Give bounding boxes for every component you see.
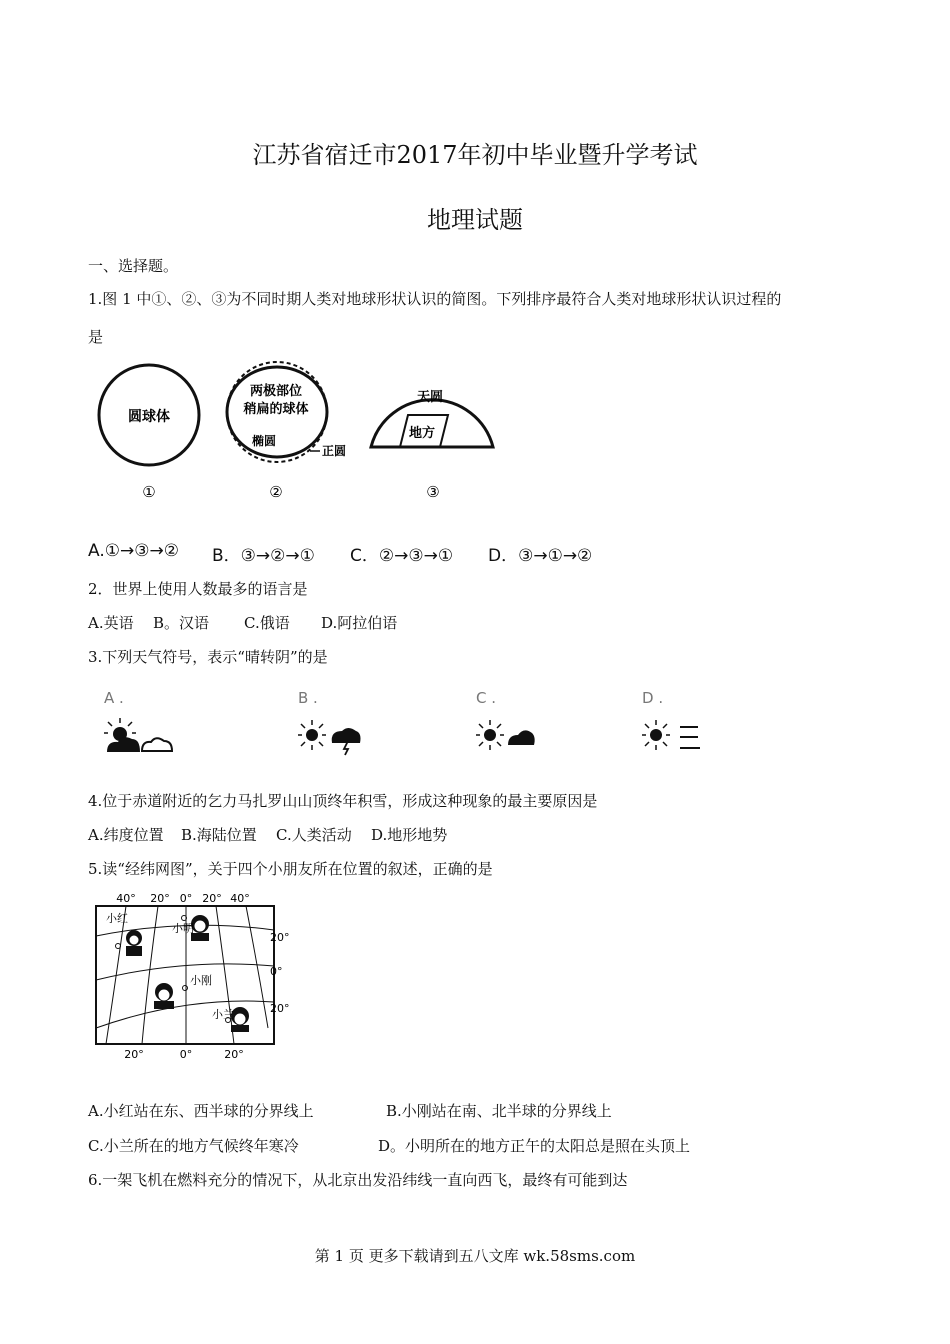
kid-ming-label: 小明 bbox=[172, 922, 194, 935]
sunny-to-cloudy-icon bbox=[476, 717, 556, 757]
q4-option-b[interactable]: B.海陆位置 bbox=[181, 826, 257, 844]
bottom-label-2: 0° bbox=[179, 1048, 193, 1061]
bottom-label-1: 20° bbox=[124, 1048, 144, 1061]
top-label-1: 40° bbox=[116, 892, 136, 905]
d3-number: ③ bbox=[426, 483, 440, 501]
partly-cloudy-to-cloudy-icon bbox=[104, 717, 184, 757]
right-label-3: 20° bbox=[270, 1002, 290, 1015]
section-heading: 一、选择题。 bbox=[88, 257, 179, 275]
q4-option-d[interactable]: D.地形地势 bbox=[371, 826, 448, 844]
q1-stem-line2: 是 bbox=[88, 328, 104, 346]
q2-option-d[interactable]: D.阿拉伯语 bbox=[321, 614, 398, 632]
q1-earth-shape-figure bbox=[88, 355, 508, 515]
latitude-longitude-grid-map bbox=[88, 888, 303, 1063]
q3-option-b-label[interactable]: B . bbox=[298, 689, 318, 707]
q5-option-c[interactable]: C.小兰所在的地方气候终年寒冷 bbox=[88, 1137, 299, 1155]
sunny-to-thunderstorm-icon bbox=[298, 717, 378, 757]
exam-subtitle: 地理试题 bbox=[427, 206, 523, 234]
q3-stem: 3.下列天气符号，表示“晴转阴”的是 bbox=[88, 648, 328, 666]
d3-top-label: 天圆 bbox=[416, 390, 444, 405]
q2-option-c[interactable]: C.俄语 bbox=[244, 614, 290, 632]
d2-number: ② bbox=[269, 483, 283, 501]
d1-label: 圆球体 bbox=[128, 409, 170, 425]
page-footer: 第 1 页 更多下载请到五八文库 wk.58sms.com bbox=[314, 1247, 636, 1265]
q5-option-d[interactable]: D。小明所在的地方正午的太阳总是照在头顶上 bbox=[378, 1137, 691, 1155]
q3-option-a-label[interactable]: A . bbox=[104, 689, 124, 707]
q5-option-b[interactable]: B.小刚站在南、北半球的分界线上 bbox=[386, 1102, 612, 1120]
d2-label-line2: 稍扁的球体 bbox=[243, 402, 309, 417]
q4-option-a[interactable]: A.纬度位置 bbox=[88, 826, 164, 844]
kid-gang-label: 小刚 bbox=[190, 974, 212, 987]
right-label-2: 0° bbox=[270, 965, 283, 978]
q1-stem-line1: 1.图 1 中①、②、③为不同时期人类对地球形状认识的简图。下列排序最符合人类对地球形状认识过程的 bbox=[88, 290, 782, 308]
q6-stem: 6.一架飞机在燃料充分的情况下，从北京出发沿纬线一直向西飞，最终有可能到达 bbox=[88, 1171, 628, 1189]
bottom-label-3: 20° bbox=[224, 1048, 244, 1061]
top-label-4: 20° bbox=[202, 892, 222, 905]
kid-xiaoming bbox=[172, 915, 209, 941]
q4-stem: 4.位于赤道附近的乞力马扎罗山山顶终年积雪，形成这种现象的最主要原因是 bbox=[88, 792, 598, 810]
d1-number: ① bbox=[142, 483, 156, 501]
top-label-3: 0° bbox=[179, 892, 193, 905]
parallel-line bbox=[96, 964, 274, 980]
kid-lan-label: 小兰 bbox=[212, 1008, 234, 1021]
q5-option-a[interactable]: A.小红站在东、西半球的分界线上 bbox=[88, 1102, 314, 1120]
q1-option-c[interactable]: C．②→③→① bbox=[350, 546, 454, 566]
q1-option-a[interactable]: A.①→③→② bbox=[88, 541, 179, 561]
q3-option-c-label[interactable]: C . bbox=[476, 689, 497, 707]
meridian-line bbox=[142, 906, 158, 1044]
q4-option-c[interactable]: C.人类活动 bbox=[276, 826, 352, 844]
d2-ellipse-label: 椭圆 bbox=[251, 434, 277, 448]
kid-hong-label: 小红 bbox=[106, 912, 128, 925]
q2-stem: 2．世界上使用人数最多的语言是 bbox=[88, 580, 308, 598]
kid-xiaolan bbox=[212, 1007, 249, 1032]
meridian-line bbox=[216, 906, 234, 1044]
right-label-1: 20° bbox=[270, 931, 290, 944]
d2-label-line1: 两极部位 bbox=[249, 384, 303, 399]
top-label-2: 20° bbox=[150, 892, 170, 905]
d2-circle-label: 正圆 bbox=[322, 444, 347, 458]
sunny-to-fog-icon bbox=[642, 717, 722, 757]
meridian-line bbox=[246, 906, 268, 1028]
q1-option-b[interactable]: B．③→②→① bbox=[212, 546, 315, 566]
q5-stem: 5.读“经纬网图”，关于四个小朋友所在位置的叙述，正确的是 bbox=[88, 860, 493, 878]
d3-bottom-label: 地方 bbox=[408, 426, 436, 441]
q2-option-b[interactable]: B。汉语 bbox=[153, 614, 210, 632]
top-label-5: 40° bbox=[230, 892, 250, 905]
q2-option-a[interactable]: A.英语 bbox=[88, 614, 134, 632]
q1-option-d[interactable]: D．③→①→② bbox=[488, 546, 593, 566]
exam-title: 江苏省宿迁市2017年初中毕业暨升学考试 bbox=[252, 141, 698, 169]
q3-option-d-label[interactable]: D . bbox=[642, 689, 664, 707]
